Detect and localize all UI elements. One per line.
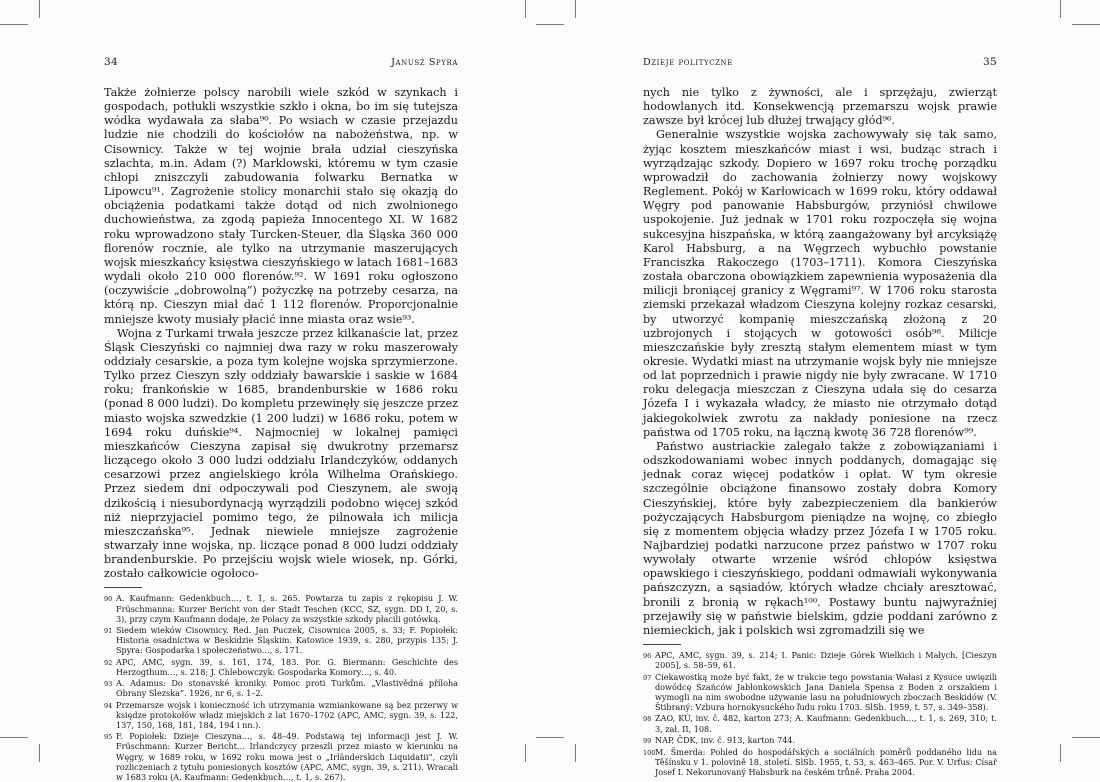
footnote-number: 91 <box>104 627 113 636</box>
footnote <box>643 735 997 746</box>
page-number: 34 <box>104 56 118 68</box>
footnote-rule <box>104 587 142 588</box>
paragraph: Także żołnierze polscy narobili wiele szkód w szynkach i gospodach, potłukli wszystkie szkło i okna, bo im się tutejsza wódka wydawała za słaba⁹⁰. Po wsiach w czasie przejazdu ludzie nie chodzili do kościołów na nabożeństwa, np. w Cisownicy. Także w tej wojnie brała udział cieszyńska szlachta, m.in. Adam (?) Marklowski, któremu w tym czasie chłopi zniszczyli zabudowania folwarku Bernatka w Lipowcu⁹¹. Zagrożenie stolicy monarchii stało się okazją do obciążenia podatkami także dotąd od nich zwolnionego duchowieństwa, za zgodą papieża Innocentego XI. W 1682 roku wprowadzono stały Turcken-Steuer, dla Śląska 360 000 florenów rocznie, ale tylko na utrzymanie maszerujących wojsk mieszkańcy księstwa cieszyńskiego w latach 1681–1683 wydali około 210 000 florenów.⁹². W 1691 roku ogłoszono (oczywiście „dobrowolną”) pożyczkę na potrzeby cesarza, na którą np. Cieszyn miał dać 1 112 florenów. Proporcjonalnie mniejsze kwoty musiały płacić inne miasta oraz wsie⁹³. <box>104 86 458 326</box>
footnote-number: 90 <box>104 595 113 604</box>
footnote <box>104 731 458 782</box>
running-head-chapter: Dzieje polityczne <box>643 57 733 68</box>
footnote-number: 96 <box>643 652 652 661</box>
footnote <box>104 700 458 731</box>
footnote-number: 92 <box>104 658 113 667</box>
footnote-text: A. Adamus: Do stonavské kroniky. Pomoc proti Turkům. „Vlastivědná příloha Obrany Slezska”. 1926, nr 6, s. 1–2. <box>116 678 458 699</box>
body-text <box>643 86 997 638</box>
footnote-number: 100 <box>643 748 656 757</box>
footnotes <box>643 650 997 777</box>
footnote <box>643 713 997 733</box>
footnote-number: 97 <box>643 673 652 682</box>
paragraph: nych nie tylko z żywności, ale i sprzężaju, zwierząt hodowlanych itd. Konsekwencją przemarszu wojsk prawie zawsze był krócej lub dłużej trwający głód⁹⁶. <box>643 86 997 128</box>
footnote <box>104 593 458 624</box>
footnote-number: 94 <box>104 701 113 710</box>
paragraph: Wojna z Turkami trwała jeszcze przez kilkanaście lat, przez Śląsk Cieszyński co najmniej dwa razy w roku maszerowały oddziały cesarskie, a poza tym kolejne wojska sprzymierzone. Tylko przez Cieszyn szły oddziały bawarskie i saskie w 1684 roku; frankońskie w 1685, brandenburskie w 1686 roku (ponad 8 000 ludzi). Do kompletu przewinęły się jeszcze przez miasto wojska szwedzkie (1 200 ludzi) w 1686 roku, potem w 1694 roku duńskie⁹⁴. Najmocniej w lokalnej pamięci mieszkańców Cieszyna zapisał się dwukrotny przemarsz liczącego około 3 000 ludzi oddziału Irlandczyków, oddanych cesarzowi przez angielskiego króla Wilhelma Orańskiego. Przez siedem dni odpoczywali pod Cieszynem, ale swoją dzikością i niesubordynacją wyrządzili podobno więcej szkód niż nieprzyjaciel pomimo tego, że pilnowała ich milicja mieszczańska⁹⁵. Jednak niewiele mniejsze zagrożenie stwarzały inne wojska, np. liczące ponad 8 000 ludzi oddziały brandenburskie. Po przejściu wojsk wiele wiosek, np. Górki, zostało całkowicie ogołoco- <box>104 326 458 581</box>
footnote-text: ZAO, KÚ, inv. č. 482, karton 273; A. Kaufmann: Gedenkbuch…, t. 1, s. 269, 310; t. 3, zał. II, 108. <box>655 713 997 734</box>
running-head <box>643 56 997 74</box>
footnote <box>104 678 458 698</box>
running-head <box>104 56 458 74</box>
footnote-text: NAP, ČDK, inv. č. 913, karton 744. <box>655 734 796 745</box>
footnote <box>643 672 997 713</box>
footnote-text: M. Šmerda: Pohled do hospodářských a sociálních poměrů poddaného lidu na Těšínsku v 1. polovině 18. století. SlSb. 1955, t. 53, s. 463–465. Por. V. Urfus: Císař Josef I. Nekorunovaný Habsburk na českém trůně. Praha 2004. <box>655 746 997 778</box>
footnote <box>643 747 997 778</box>
footnotes <box>104 593 458 782</box>
footnote-number: 95 <box>104 733 113 742</box>
footnote-number: 93 <box>104 680 113 689</box>
footnote <box>643 650 997 670</box>
left-page <box>104 56 458 782</box>
running-head-author: Janusz Spyra <box>391 57 458 68</box>
footnote-number: 98 <box>643 715 652 724</box>
paragraph: Generalnie wszystkie wojska zachowywały się tak samo, żyjąc kosztem mieszkańców miast i wsi, budząc strach i wyrządzając szkody. Dopiero w 1697 roku trochę porządku wprowadził do zachowania żołnierzy nowy wojskowy Reglement. Pokój w Karłowicach w 1699 roku, który oddawał Węgry pod panowanie Habsburgów, przyniósł chwilowe uspokojenie. Już jednak w 1701 roku rozpoczęła się wojna sukcesyjna hiszpańska, w którą zaangażowany był arcyksiążę Karol Habsburg, a na Węgrzech wybuchło powstanie Franciszka Rakoczego (1703–1711). Komora Cieszyńska została obarczona obowiązkiem zapewnienia wyposażenia dla milicji broniącej granicy z Węgrami⁹⁷. W 1706 roku starosta ziemski przekazał władzom Cieszyna kolejny rozkaz cesarski, by utworzyć kompanię mieszczańską złożoną z 20 uzbrojonych i stojących w gotowości osób⁹⁸. Milicje mieszczańskie były zresztą stałym elementem miast w tym okresie. Wydatki miast na utrzymanie wojsk były nie mniejsze od lat poprzednich i prawie nigdy nie były zwracane. W 1710 roku delegacja mieszczan z Cieszyna udała się do cesarza Józefa I i wykazała władcy, że miasto nie otrzymało dotąd jakiegokolwiek zwrotu za nakłady poniesione na rzecz państwa od 1705 roku, na łączną kwotę 36 728 florenów⁹⁹. <box>643 128 997 439</box>
page-number: 35 <box>983 56 997 68</box>
footnote-text: APC, AMC, sygn. 39, s. 214; I. Panic: Dzieje Górek Wielkich i Małych. [Cieszyn 2005], s. 58–59, 61. <box>655 650 997 671</box>
footnote-text: Siedem wieków Cisownicy. Red. Jan Puczek, Cisownica 2005, s. 33; F. Popiołek: Historia osadnictwa w Beskidzie Śląskim. Katowice 1939, s. 280, przypis 135; J. Spyra: Gospodarka i społeczeństwo…, s. 171. <box>116 625 458 656</box>
footnote-text: APC, AMC, sygn. 39, s. 161, 174, 183. Por. G. Biermann: Geschichte des Herzogthum…, s. 218; J. Chlebowczyk: Gospodarka Komory…, s. 40. <box>116 656 458 677</box>
paragraph: Państwo austriackie zalegało także z zobowiązaniami i odszkodowaniami wobec innych poddanych, domagając się jednak coraz więcej podatków i opłat. W tym okresie szczególnie obciążone finansowo zostały dobra Komory Cieszyńskiej, które były zabezpieczeniem dla bankierów pożyczających Habsburgom pieniądze na wojnę, co zbiegło się z momentem objęcia władzy przez Józefa I w 1705 roku. Najbardziej podatki narzucone przez państwo w 1707 roku wywołały otwarte wrzenie wśród chłopów księstwa opawskiego i cieszyńskiego, poddani odmawiali wykonywania pańszczyzn, a sąsiadów, których władze chciały aresztować, bronili z bronią w rękach¹⁰⁰. Postawy buntu najwyraźniej przejawiły się w państwie bielskim, gdzie poddani zarówno z niemieckich, jak i polskich wsi zgromadzili się we <box>643 439 997 637</box>
footnote-text: A. Kaufmann: Gedenkbuch…, t. 1, s. 265. Powtarza tu zapis z rękopisu J. W. Früschmanna: Kurzer Bericht von der Stadt Teschen (KCC, SZ, sygn. DD I, 20, s. 3), przy czym Kaufmann dodaje, że Polacy za wszystkie szkody płacili gotówką. <box>116 593 458 624</box>
footnote-text: Ciekawostką może być fakt, że w trakcie tego powstania Wałasi z Kysuce uwięzili dowódcę Szańców Jabłonkowskich Jana Daniela Spensa z Boden z orszakiem i wymogli na nim swobodne używanie lasu na południowych zboczach Beskidów (V. Štibraný: Vzbura hornokysuckého ľudu roku 1703. SlSb. 1959, t. 57, s. 349–358). <box>655 671 997 713</box>
footnote-number: 99 <box>643 736 652 745</box>
right-page <box>643 56 997 778</box>
footnote-rule <box>643 644 681 645</box>
footnote-text: Przemarsze wojsk i konieczność ich utrzymania wzmiankowane są bez przerwy w księdze protokołów władz miejskich z lat 1670–1702 (APC, AMC, sygn. 39, s. 122, 137, 150, 168, 181, 184, 194 i nn.). <box>116 699 458 730</box>
footnote-text: F. Popiołek: Dzieje Cieszyna…, s. 48–49. Podstawą tej informacji jest J. W. Früschmann: Kurzer Bericht… Irlandczycy przeszli przez miasto w kierunku na Węgry, w 1689 roku, w 1692 roku mowa jest o „Irländerskich Liquidatii”, czyli rozliczeniach z tytułu poniesionych kosztów (APC, AMC, sygn. 39, s. 211). Wracali w 1683 roku (A. Kaufmann: Gedenkbuch…, t. 1, s. 267). <box>116 731 458 782</box>
body-text <box>104 86 458 581</box>
footnote <box>104 625 458 656</box>
footnote <box>104 657 458 677</box>
